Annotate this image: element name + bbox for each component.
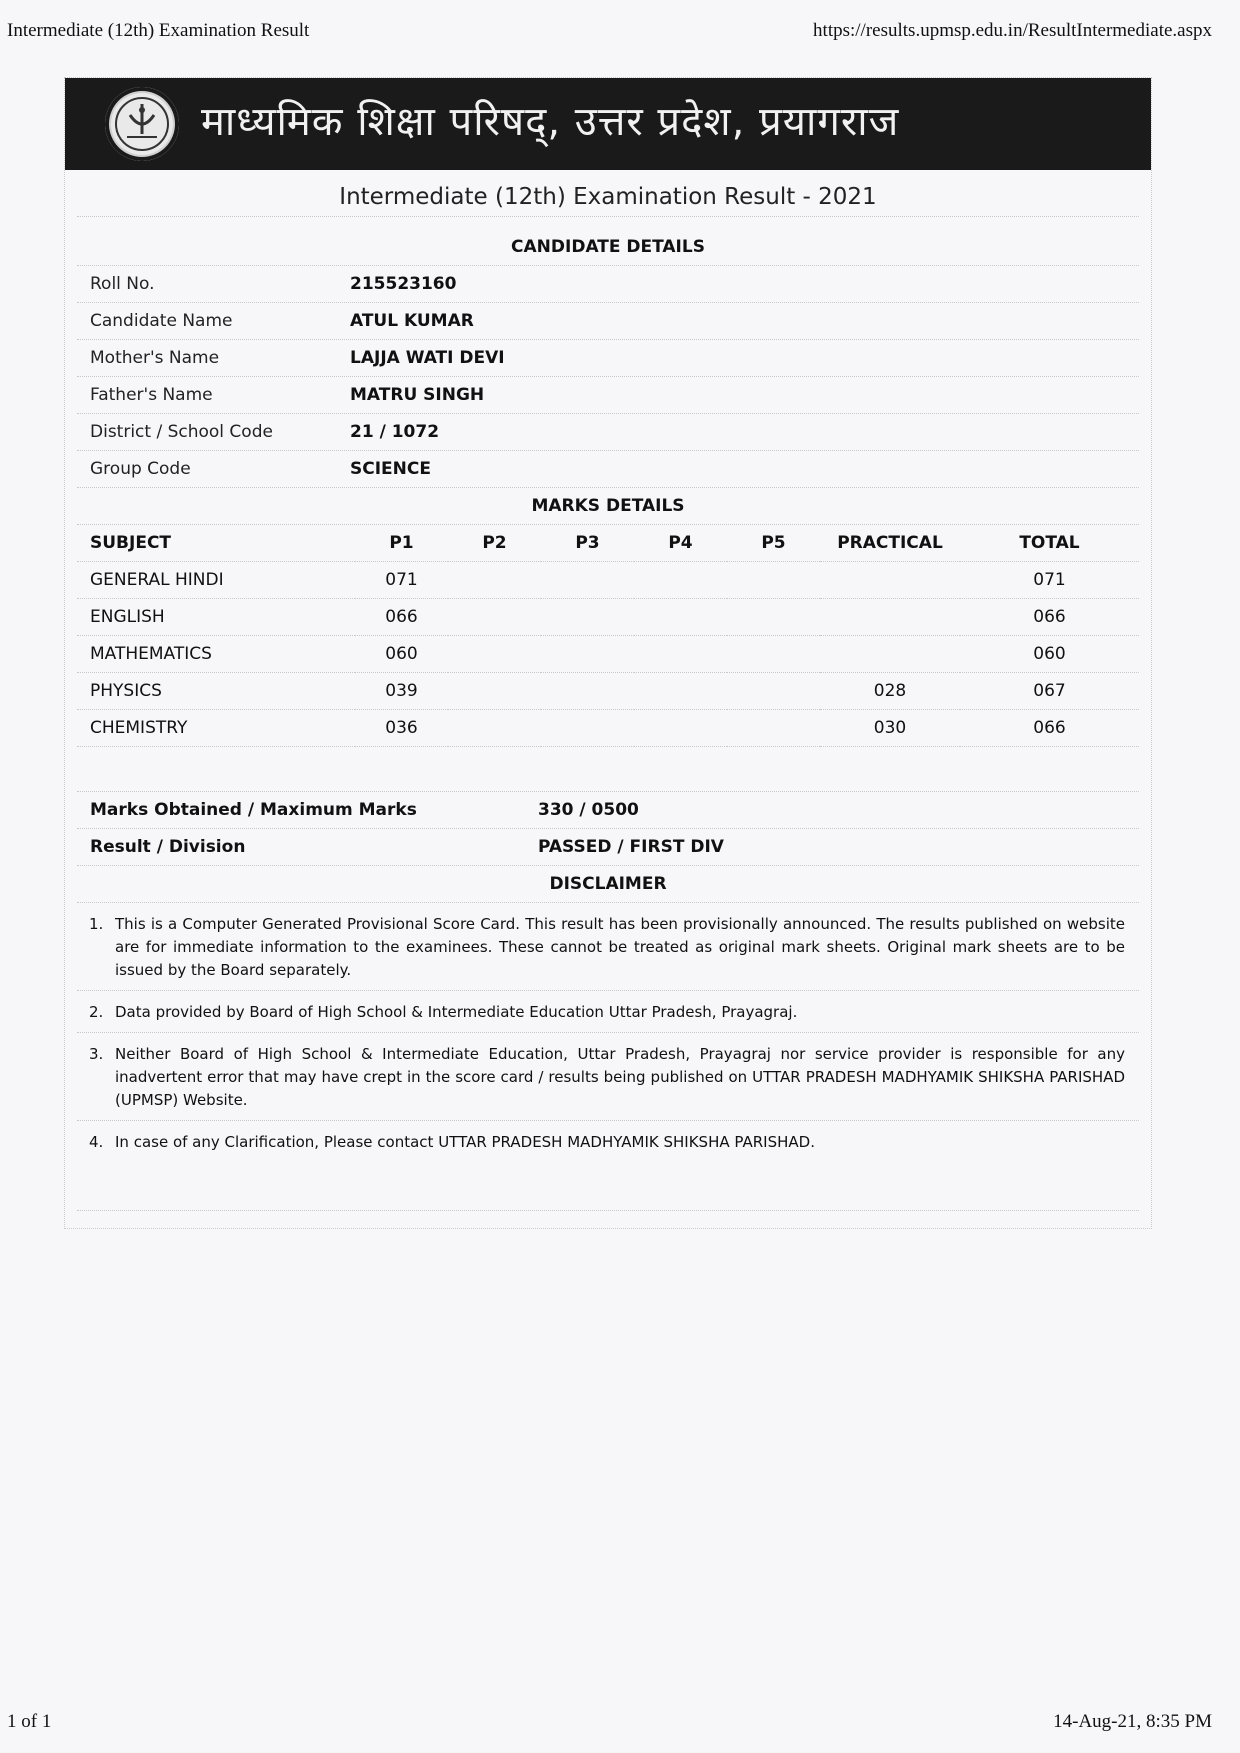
subject-cell: CHEMISTRY [77, 710, 355, 747]
detail-row-roll-no [77, 266, 1139, 303]
p4-cell [634, 636, 727, 673]
p4-cell [634, 710, 727, 747]
board-banner [65, 78, 1151, 170]
disclaimer-heading: DISCLAIMER [77, 866, 1139, 903]
practical-cell [820, 562, 960, 599]
p1-cell: 039 [355, 673, 448, 710]
result-division-row [77, 829, 1139, 866]
p1-cell: 036 [355, 710, 448, 747]
p1-cell: 066 [355, 599, 448, 636]
practical-cell [820, 636, 960, 673]
p2-cell [448, 636, 541, 673]
p2-cell [448, 673, 541, 710]
list-item [77, 1121, 1139, 1162]
p2-cell [448, 599, 541, 636]
column-header: PRACTICAL [820, 525, 960, 562]
p4-cell [634, 599, 727, 636]
practical-cell: 028 [820, 673, 960, 710]
p5-cell [727, 673, 820, 710]
candidate-details-heading: CANDIDATE DETAILS [77, 217, 1139, 266]
print-header-title: Intermediate (12th) Examination Result [7, 20, 310, 41]
practical-cell [820, 599, 960, 636]
detail-row-candidate-name [77, 303, 1139, 340]
page-number: 1 of 1 [7, 1711, 52, 1732]
column-header: P1 [355, 525, 448, 562]
marks-table [77, 525, 1139, 747]
column-header: P2 [448, 525, 541, 562]
item-text: Neither Board of High School & Intermediate Education, Uttar Pradesh, Prayagraj nor service provider is responsible for any inadvertent error that may have crept in the score card / results being published on UTTAR PRADESH MADHYAMIK SHIKSHA PARISHAD (UPMSP) Website. [115, 1045, 1125, 1109]
p3-cell [541, 673, 634, 710]
item-text: In case of any Clarification, Please contact UTTAR PRADESH MADHYAMIK SHIKSHA PARISHAD. [115, 1133, 815, 1151]
practical-cell: 030 [820, 710, 960, 747]
upmsp-emblem-icon [105, 87, 179, 161]
p4-cell [634, 562, 727, 599]
p5-cell [727, 562, 820, 599]
detail-value: 21 / 1072 [350, 422, 440, 442]
detail-row-father-name [77, 377, 1139, 414]
marks-obtained-value: 330 / 0500 [538, 800, 639, 820]
detail-label: District / School Code [90, 422, 273, 442]
column-header: SUBJECT [77, 525, 355, 562]
table-row [77, 636, 1139, 673]
marks-details-heading: MARKS DETAILS [77, 488, 1139, 525]
detail-row-school-code [77, 414, 1139, 451]
detail-row-mother-name [77, 340, 1139, 377]
subject-cell: MATHEMATICS [77, 636, 355, 673]
result-division-label: Result / Division [90, 837, 246, 857]
list-item [77, 991, 1139, 1033]
column-header: P3 [541, 525, 634, 562]
item-text: This is a Computer Generated Provisional Score Card. This result has been provisionally announced. The results published on website are for immediate information to the examinees. These cannot be treated as original mark sheets. Original mark sheets are to be issued by the Board separately. [115, 915, 1125, 979]
item-number: 2. [89, 1003, 104, 1021]
print-header-url[interactable]: https://results.upmsp.edu.in/ResultIntermediate.aspx [813, 20, 1212, 41]
p1-cell: 060 [355, 636, 448, 673]
detail-label: Candidate Name [90, 311, 233, 331]
total-cell: 067 [960, 673, 1139, 710]
table-row [77, 599, 1139, 636]
marks-header-row [77, 525, 1139, 562]
p2-cell [448, 562, 541, 599]
p3-cell [541, 636, 634, 673]
detail-value: LAJJA WATI DEVI [350, 348, 505, 368]
column-header: P5 [727, 525, 820, 562]
detail-value: SCIENCE [350, 459, 431, 479]
result-division-value: PASSED / FIRST DIV [538, 837, 724, 857]
list-item [77, 903, 1139, 991]
item-number: 4. [89, 1133, 104, 1151]
marks-obtained-row [77, 792, 1139, 829]
subject-cell: ENGLISH [77, 599, 355, 636]
total-cell: 066 [960, 599, 1139, 636]
disclaimer-list [77, 903, 1139, 1162]
p3-cell [541, 599, 634, 636]
subject-cell: PHYSICS [77, 673, 355, 710]
detail-label: Roll No. [90, 274, 155, 294]
list-item [77, 1033, 1139, 1121]
detail-row-group-code [77, 451, 1139, 488]
column-header: P4 [634, 525, 727, 562]
detail-value: 215523160 [350, 274, 457, 294]
detail-value: ATUL KUMAR [350, 311, 474, 331]
detail-label: Father's Name [90, 385, 213, 405]
marks-obtained-label: Marks Obtained / Maximum Marks [90, 800, 417, 820]
p5-cell [727, 636, 820, 673]
p1-cell: 071 [355, 562, 448, 599]
exam-title: Intermediate (12th) Examination Result - 2021 [339, 184, 877, 210]
p3-cell [541, 710, 634, 747]
total-cell: 066 [960, 710, 1139, 747]
p2-cell [448, 710, 541, 747]
item-text: Data provided by Board of High School & Intermediate Education Uttar Pradesh, Prayagraj. [115, 1003, 798, 1021]
p5-cell [727, 710, 820, 747]
board-title: माध्यमिक शिक्षा परिषद्, उत्तर प्रदेश, प्रयागराज [201, 99, 900, 145]
item-number: 1. [89, 915, 104, 933]
print-datetime: 14-Aug-21, 8:35 PM [1053, 1711, 1212, 1732]
table-row [77, 673, 1139, 710]
table-row [77, 710, 1139, 747]
column-header: TOTAL [960, 525, 1139, 562]
total-cell: 060 [960, 636, 1139, 673]
result-sheet [64, 77, 1152, 1229]
p5-cell [727, 599, 820, 636]
table-row [77, 562, 1139, 599]
detail-value: MATRU SINGH [350, 385, 485, 405]
subject-cell: GENERAL HINDI [77, 562, 355, 599]
detail-label: Group Code [90, 459, 191, 479]
detail-label: Mother's Name [90, 348, 220, 368]
item-number: 3. [89, 1045, 104, 1063]
total-cell: 071 [960, 562, 1139, 599]
p4-cell [634, 673, 727, 710]
p3-cell [541, 562, 634, 599]
